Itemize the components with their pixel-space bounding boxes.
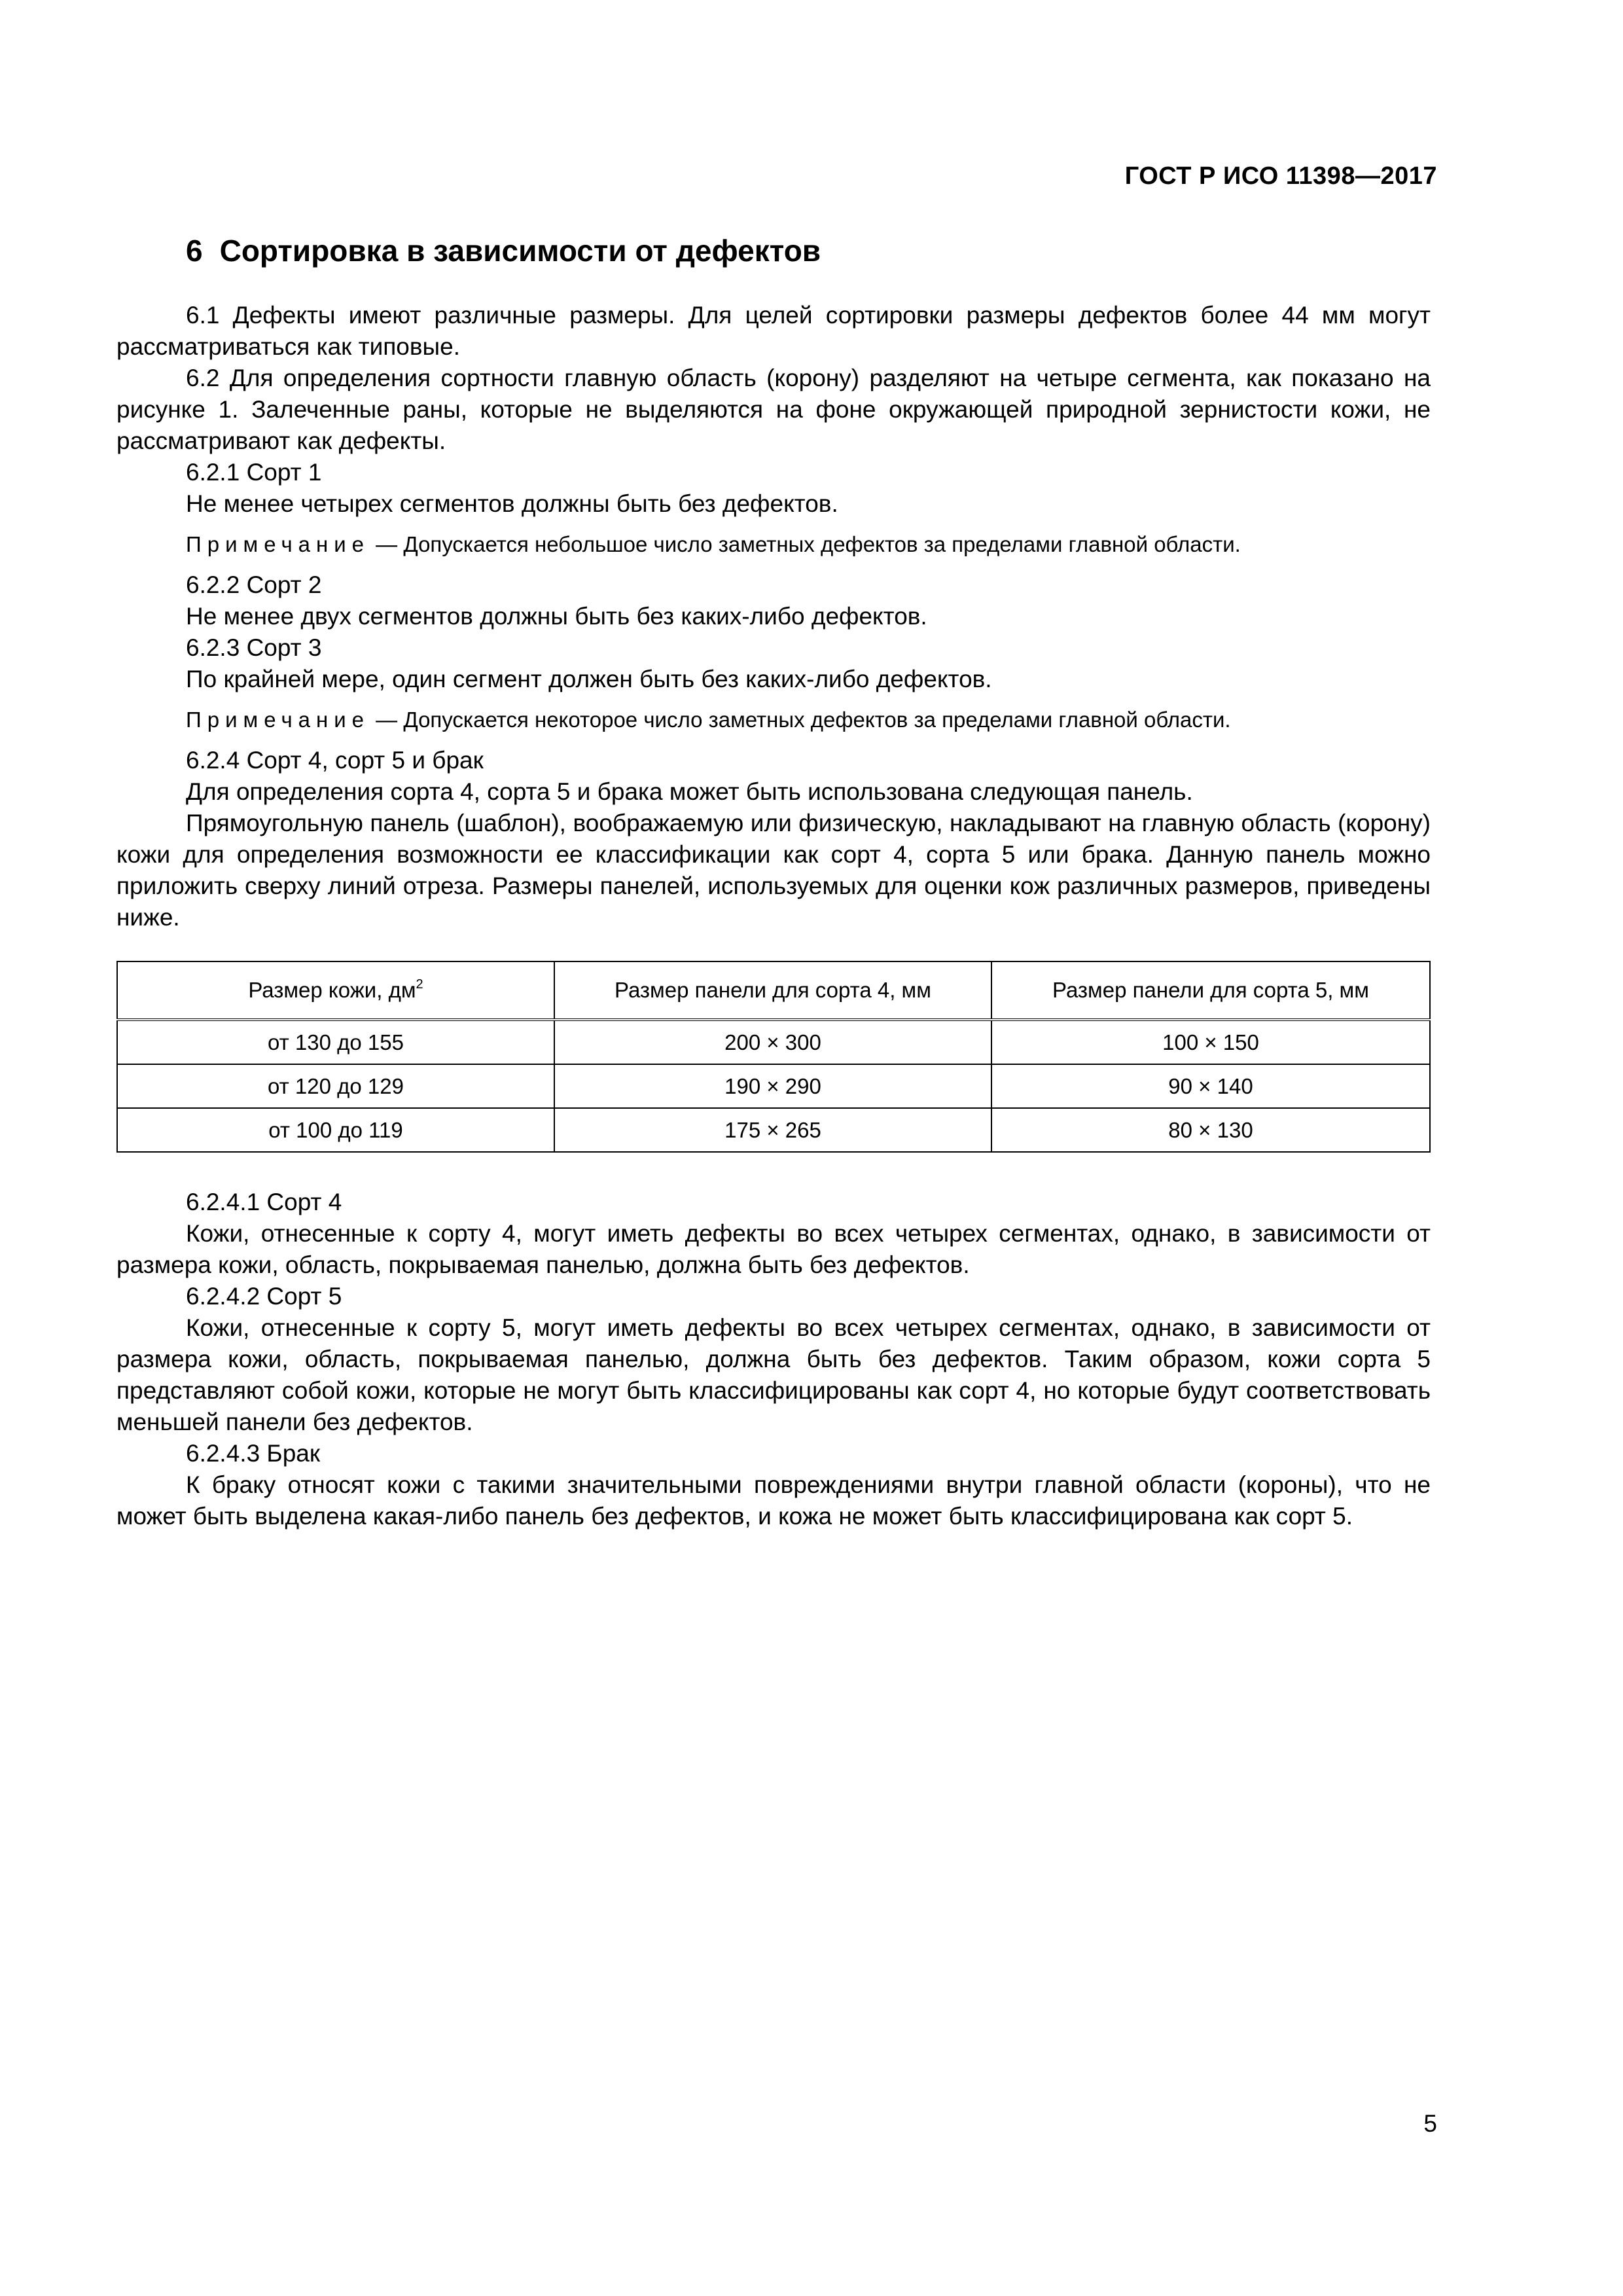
paragraph-6-1: 6.1 Дефекты имеют различные размеры. Для целей сортировки размеры дефектов более 44 мм могут рассматриваться как типовые. (116, 302, 1431, 360)
table-cell: 90 × 140 (991, 1064, 1430, 1108)
table-cell: 190 × 290 (554, 1064, 991, 1108)
section-title-text: Сортировка в зависимости от дефектов (219, 234, 821, 268)
heading-6-2-4-3: 6.2.4.3 Брак (186, 1440, 321, 1467)
paragraph-6-2-1: Не менее четырех сегментов должны быть без дефектов. (186, 490, 838, 517)
heading-6-2-2: 6.2.2 Сорт 2 (186, 571, 322, 598)
table-header-grade-4: Размер панели для сорта 4, мм (554, 961, 991, 1020)
document-header: ГОСТ Р ИСО 11398—2017 (1124, 162, 1437, 190)
table-cell: 80 × 130 (991, 1108, 1430, 1152)
paragraph-6-2-4-3: К браку относят кожи с такими значительными повреждениями внутри главной области (короны), что не может быть выделена какая-либо панель без дефектов, и кожа не может быть классифицирована как сорт 5. (116, 1471, 1431, 1530)
table-cell: 100 × 150 (991, 1020, 1430, 1064)
table-header-grade-5: Размер панели для сорта 5, мм (991, 961, 1430, 1020)
paragraph-6-2-4a: Для определения сорта 4, сорта 5 и брака может быть использована следующая панель. (186, 778, 1193, 805)
note-text: — Допускается некоторое число заметных дефектов за пределами главной области. (370, 708, 1231, 732)
paragraph-6-2-4-2: Кожи, отнесенные к сорту 5, могут иметь дефекты во всех четырех сегментах, однако, в зависимости от размера кожи, область, покрываемая панелью, должна быть без дефектов. Таким образом, кожи сорта 5 представляют собой кожи, которые не могут быть классифицированы как сорт 4, но которые будут соответствовать меньшей панели без дефектов. (116, 1314, 1431, 1435)
paragraph-6-2-4b: Прямоугольную панель (шаблон), воображаемую или физическую, накладывают на главную область (корону) кожи для определения возможности ее классификации как сорт 4, сорта 5 или брака. Данную панель можно приложить сверху линий отреза. Размеры панелей, используемых для оценки кож различных размеров, приведены ниже. (116, 810, 1431, 931)
paragraph-6-2-3: По крайней мере, один сегмент должен быть без каких-либо дефектов. (186, 666, 992, 692)
note-label: Примечание (186, 532, 370, 556)
note-1 (116, 529, 1431, 560)
panel-size-table (116, 961, 1431, 1153)
heading-6-2-4-1: 6.2.4.1 Сорт 4 (186, 1189, 342, 1215)
note-2 (116, 704, 1431, 736)
paragraph-6-2-4-1: Кожи, отнесенные к сорту 4, могут иметь дефекты во всех четырех сегментах, однако, в зависимости от размера кожи, область, покрываемая панелью, должна быть без дефектов. (116, 1220, 1431, 1278)
note-text: — Допускается небольшое число заметных дефектов за пределами главной области. (370, 532, 1241, 556)
heading-6-2-1: 6.2.1 Сорт 1 (186, 459, 322, 486)
table-cell: от 130 до 155 (117, 1020, 554, 1064)
table-row (117, 1108, 1430, 1152)
paragraph-6-2-2: Не менее двух сегментов должны быть без каких-либо дефектов. (186, 603, 927, 630)
table-header-skin-size: Размер кожи, $дм^2$ (117, 961, 554, 1020)
table-header-row (117, 961, 1430, 1020)
page-number: 5 (1423, 2110, 1437, 2137)
table-cell: от 100 до 119 (117, 1108, 554, 1152)
note-label: Примечание (186, 708, 370, 732)
heading-6-2-4-2: 6.2.4.2 Сорт 5 (186, 1283, 342, 1310)
heading-6-2-4: 6.2.4 Сорт 4, сорт 5 и брак (186, 747, 484, 774)
section-number: 6 (186, 234, 203, 268)
paragraph-6-2: 6.2 Для определения сортности главную область (корону) разделяют на четыре сегмента, как показано на рисунке 1. Залеченные раны, которые не выделяются на фоне окружающей природной зернистости кожи, не рассматривают как дефекты. (116, 365, 1431, 454)
section-title (186, 233, 821, 268)
heading-6-2-3: 6.2.3 Сорт 3 (186, 634, 322, 661)
table-cell: 175 × 265 (554, 1108, 991, 1152)
table-cell: от 120 до 129 (117, 1064, 554, 1108)
table-row (117, 1064, 1430, 1108)
panel-size-table-wrap (116, 961, 1431, 1153)
page-content (116, 300, 1431, 1532)
table-cell: 200 × 300 (554, 1020, 991, 1064)
table-row (117, 1020, 1430, 1064)
